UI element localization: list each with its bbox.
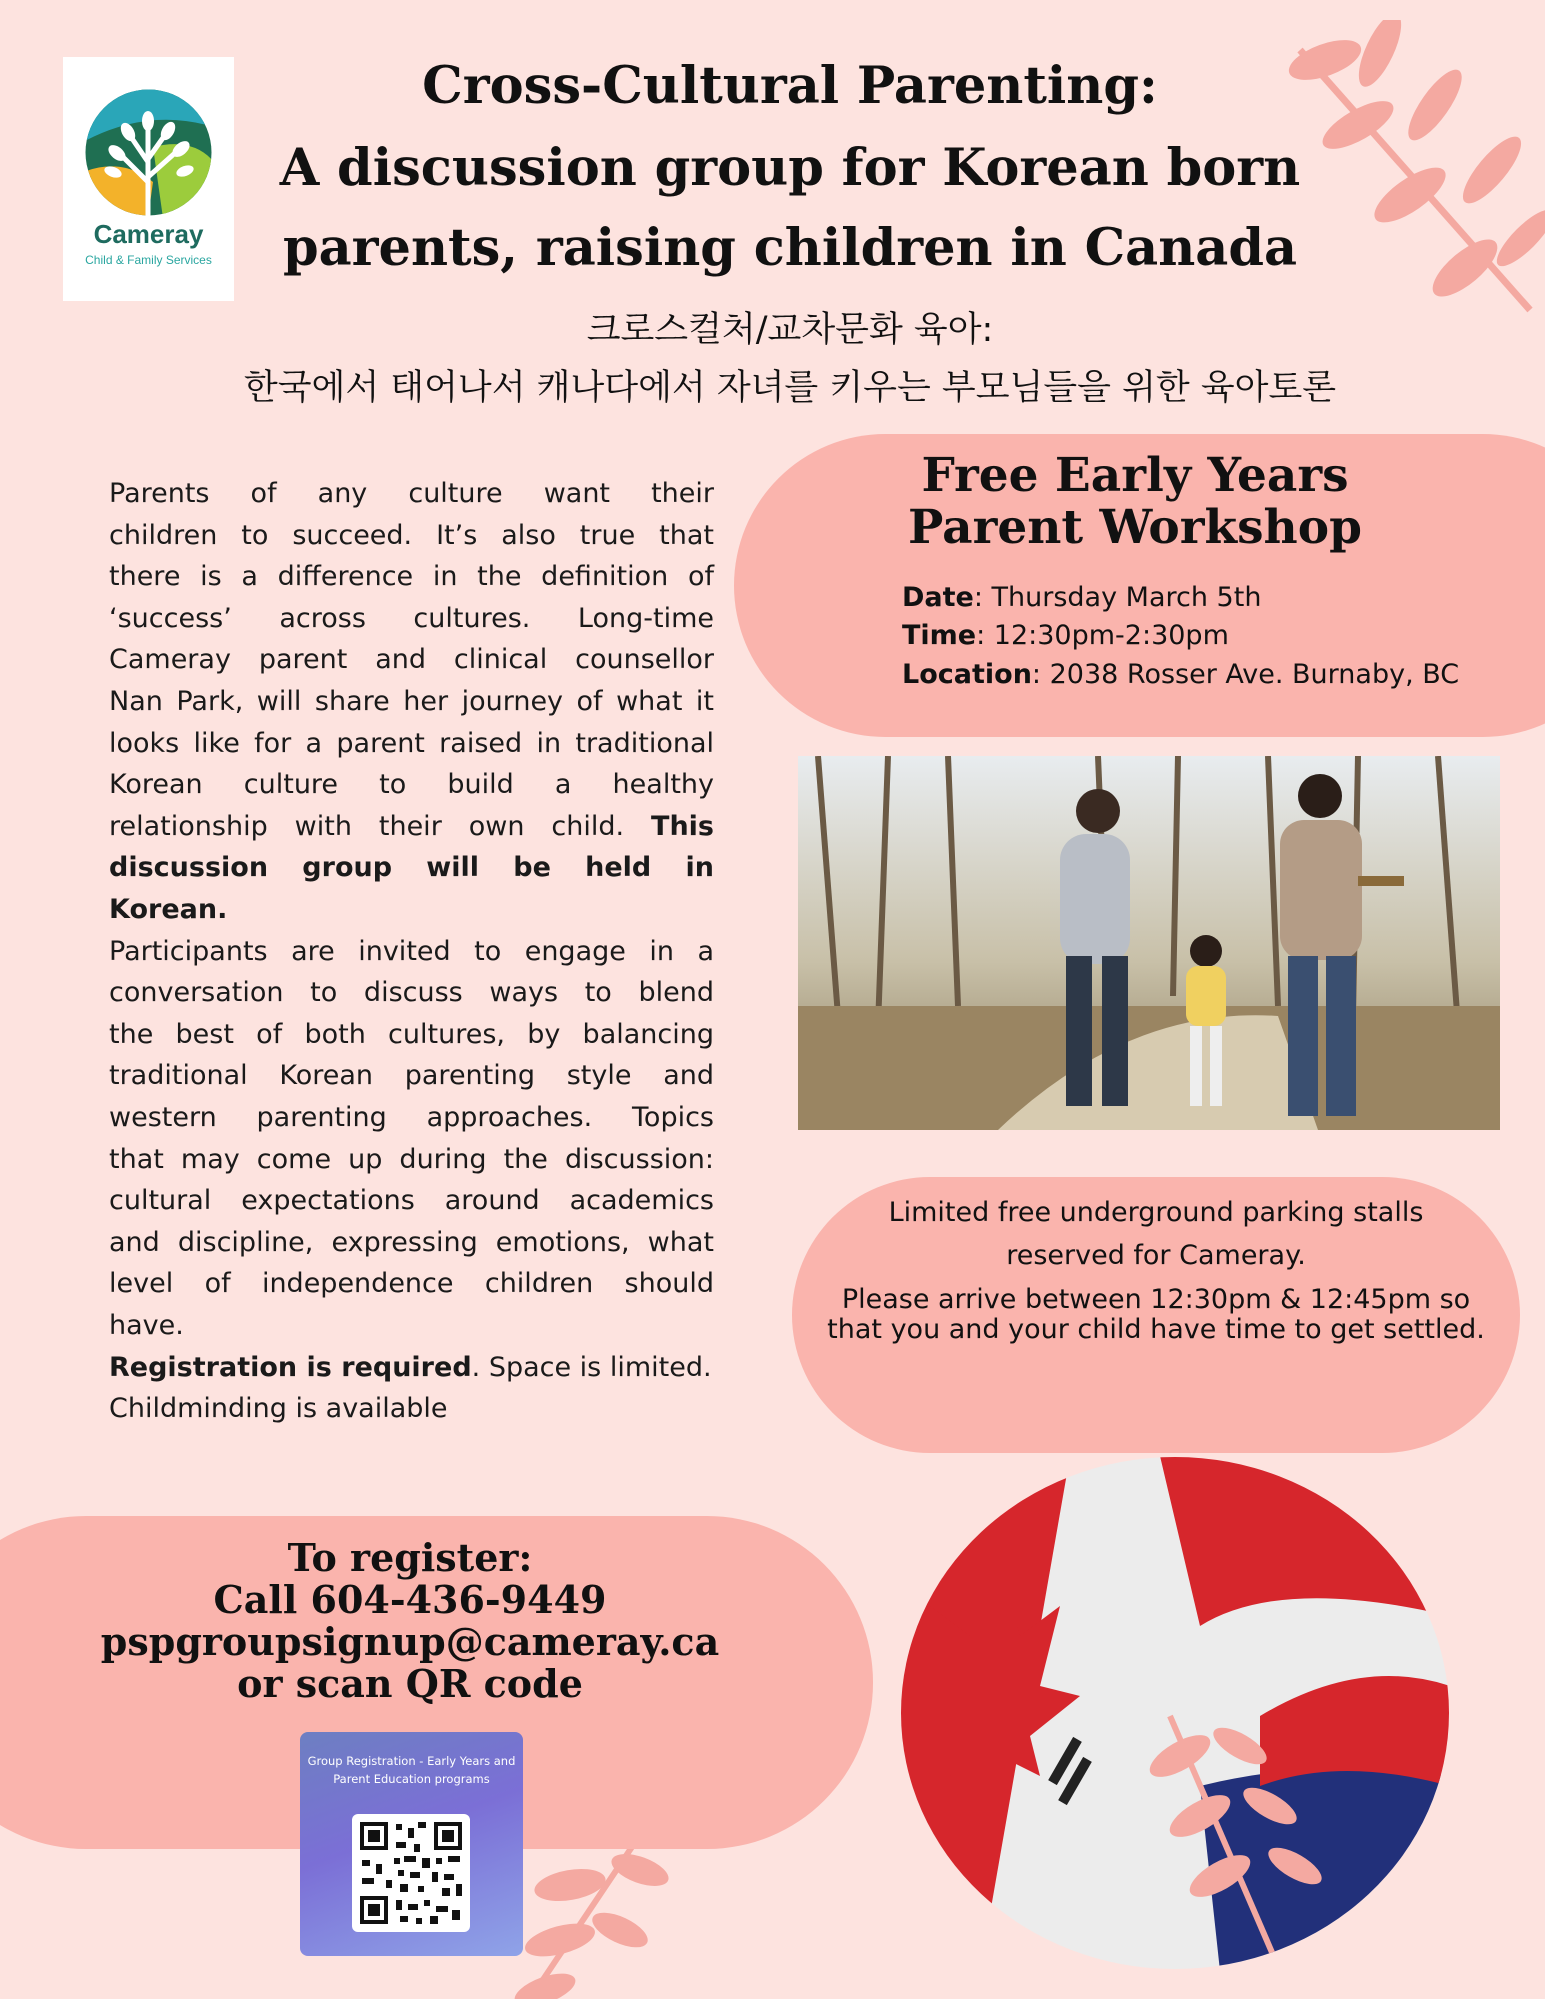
korean-title-line-2: 한국에서 태어나서 캐나다에서 자녀를 키우는 부모님들을 위한 육아토론 — [243, 368, 1337, 408]
date-value: : Thursday March 5th — [973, 582, 1262, 613]
date-label: Date — [902, 582, 974, 613]
time-value: : 12:30pm-2:30pm — [976, 620, 1229, 651]
body-line: Parents of any culture want their — [109, 478, 714, 509]
qr-code[interactable] — [352, 1814, 470, 1932]
workshop-time — [902, 620, 1229, 651]
body-line: the best of both cultures, by balancing — [109, 1019, 714, 1050]
registration-notice — [109, 1347, 714, 1389]
workshop-date — [902, 582, 1261, 613]
parking-line-1: Limited free underground parking stalls — [888, 1197, 1424, 1228]
childminding-notice: Childminding is available — [109, 1393, 448, 1424]
body-line: have. — [109, 1310, 184, 1341]
body-line: children to succeed. It’s also true that — [109, 520, 714, 551]
body-line: and discipline, expressing emotions, what — [109, 1227, 714, 1258]
body-bold-text: This — [651, 811, 714, 842]
body-line: Participants are invited to engage in a — [109, 936, 714, 967]
body-line: ‘success’ across cultures. Long-time — [109, 603, 714, 634]
body-line: traditional Korean parenting style and — [109, 1060, 714, 1091]
korean-title-line-1: 크로스컬처/교차문화 육아: — [586, 310, 994, 350]
page-title-line-3: parents, raising children in Canada — [282, 218, 1298, 278]
workshop-title-line-2: Parent Workshop — [908, 500, 1362, 555]
register-email[interactable]: pspgroupsignup@cameray.ca — [100, 1619, 720, 1664]
parking-line-4: that you and your child have time to get settled. — [827, 1314, 1485, 1345]
body-line: Nan Park, will share her journey of what it — [109, 686, 714, 717]
korean-language-notice: discussion group will be held in Korean. — [109, 852, 714, 925]
time-label: Time — [902, 620, 977, 651]
location-label: Location — [902, 659, 1032, 690]
body-line-9 — [109, 806, 714, 848]
cameray-logo — [63, 57, 234, 301]
body-line-10 — [109, 847, 714, 930]
register-heading: To register: — [287, 1535, 533, 1580]
location-value: : 2038 Rosser Ave. Burnaby, BC — [1031, 659, 1460, 690]
logo-brand-name: Cameray — [93, 219, 204, 249]
body-line: Korean culture to build a healthy — [109, 769, 714, 800]
space-limited: . Space is limited. — [471, 1352, 712, 1383]
body-line: Cameray parent and clinical counsellor — [109, 644, 714, 675]
workshop-location — [902, 659, 1459, 690]
canada-korea-flags-image — [900, 1456, 1450, 1971]
register-phone[interactable]: Call 604-436-9449 — [213, 1577, 607, 1622]
tree-icon — [83, 87, 214, 218]
register-qr-instruction: or scan QR code — [237, 1661, 583, 1706]
parking-line-2: reserved for Cameray. — [1006, 1240, 1306, 1271]
registration-required: Registration is required — [109, 1352, 472, 1383]
logo-tagline: Child & Family Services — [85, 253, 212, 267]
body-line: level of independence children should — [109, 1268, 714, 1299]
body-text: relationship with their own child. — [109, 811, 625, 842]
page-title-line-2: A discussion group for Korean born — [279, 138, 1301, 198]
family-photo — [798, 756, 1500, 1130]
body-line: that may come up during the discussion: — [109, 1144, 714, 1175]
body-line: cultural expectations around academics — [109, 1185, 714, 1216]
workshop-title-line-1: Free Early Years — [921, 448, 1349, 503]
qr-caption: Group Registration - Early Years and Parent Education programs — [307, 1754, 516, 1786]
body-line: conversation to discuss ways to blend — [109, 977, 714, 1008]
qr-code-card[interactable] — [300, 1732, 523, 1956]
parking-line-3: Please arrive between 12:30pm & 12:45pm so — [841, 1284, 1471, 1315]
body-line: there is a difference in the definition of — [109, 561, 714, 592]
body-line: looks like for a parent raised in traditional — [109, 728, 714, 759]
page-title-line-1: Cross-Cultural Parenting: — [422, 56, 1158, 116]
body-line: western parenting approaches. Topics — [109, 1102, 714, 1133]
